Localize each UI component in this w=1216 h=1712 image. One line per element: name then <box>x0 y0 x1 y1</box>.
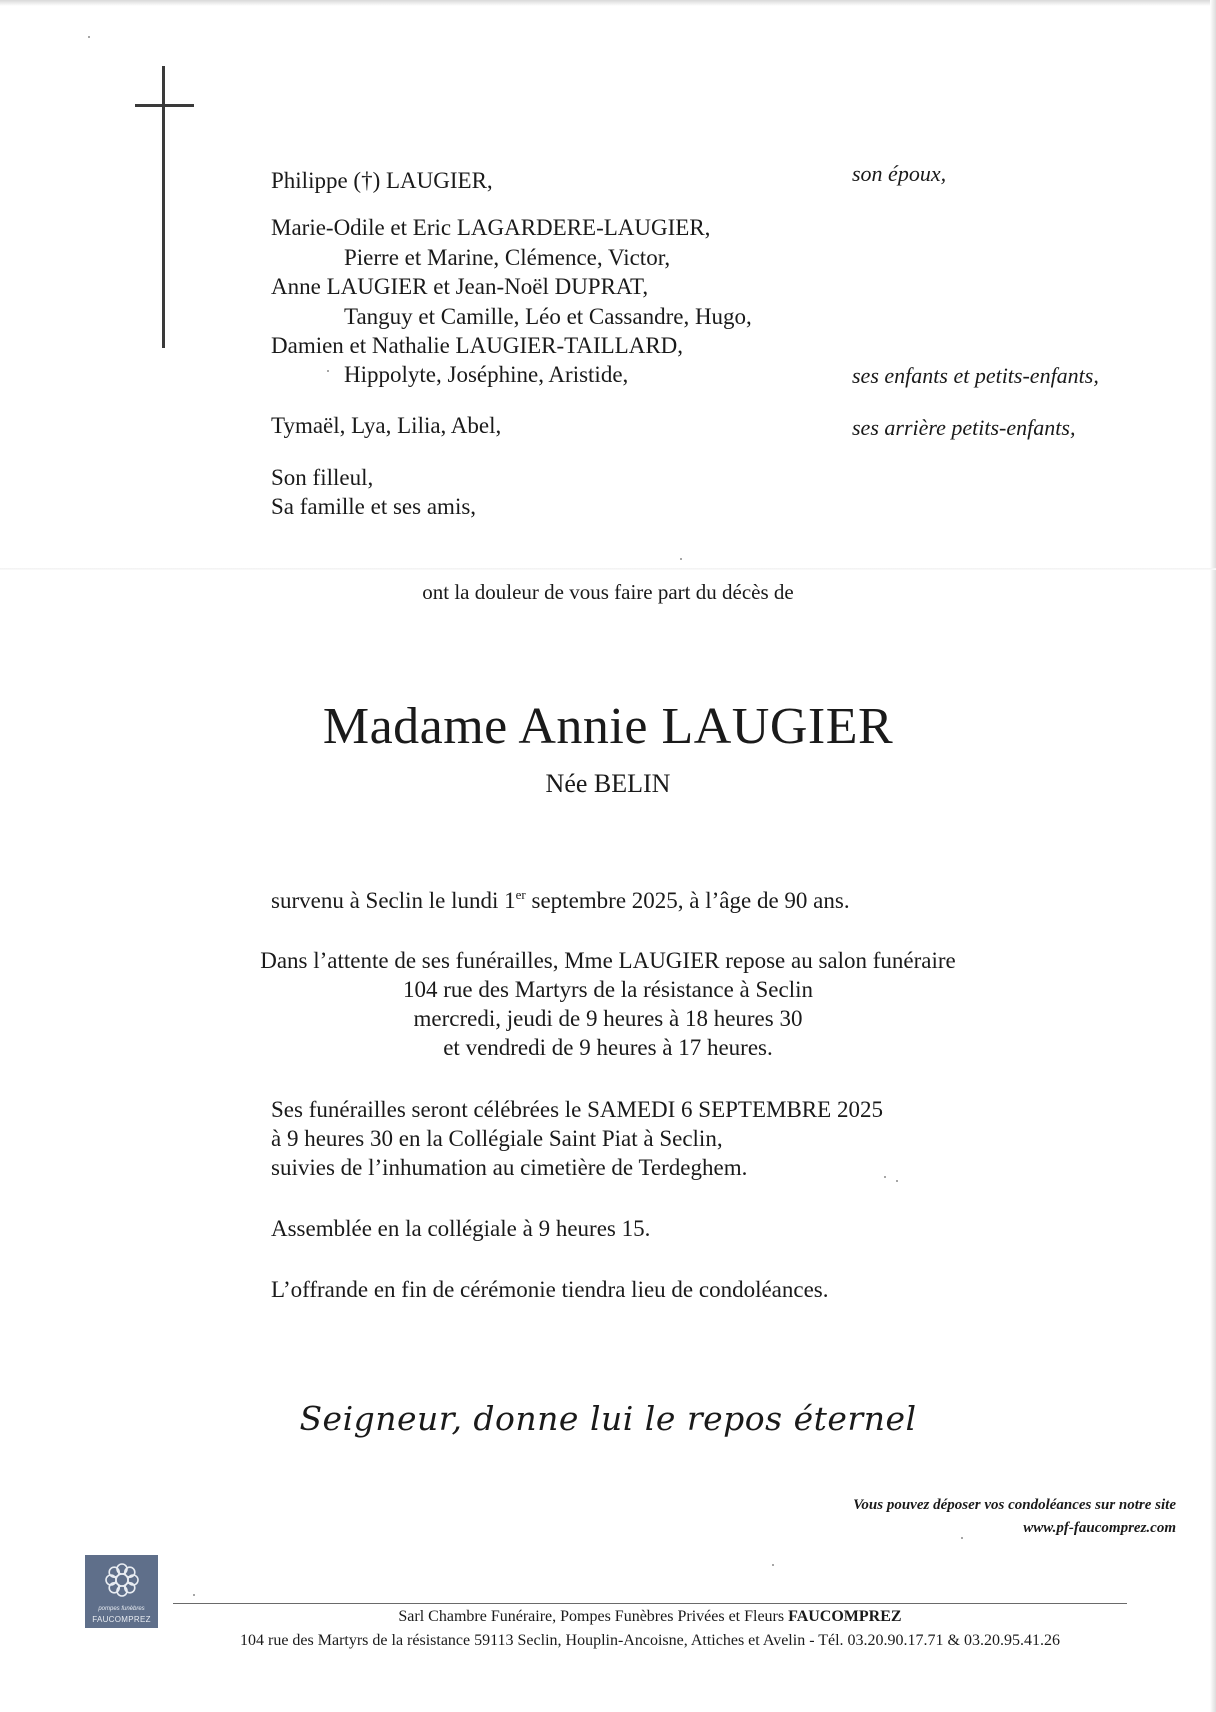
death-details-suffix: septembre 2025, à l’âge de 90 ans. <box>525 888 850 913</box>
logo-brand: FAUCOMPREZ <box>92 1615 151 1624</box>
funeral-line: à 9 heures 30 en la Collégiale Saint Piat à Seclin, <box>271 1126 723 1151</box>
funeral-line: Ses funérailles seront célébrées le SAMEDI 6 SEPTEMBRE 2025 <box>271 1097 883 1122</box>
great-grandchildren-role: ses arrière petits-enfants, <box>852 415 1076 440</box>
scan-speck <box>884 1176 886 1178</box>
viewing-address: 104 rue des Martyrs de la résistance à Seclin <box>402 977 814 1002</box>
announcement-text: ont la douleur de vous faire part du décès de <box>422 580 794 604</box>
viewing-hours: mercredi, jeudi de 9 heures à 18 heures 30 <box>413 1006 803 1031</box>
viewing-line: Dans l’attente de ses funérailles, Mme LAUGIER repose au salon funéraire <box>260 948 956 973</box>
rosette-icon <box>102 1560 142 1600</box>
scan-edge-right <box>1210 0 1216 1712</box>
godson-line: Son filleul, <box>271 465 374 490</box>
condolences-website: www.pf-faucomprez.com <box>1023 1520 1176 1536</box>
scan-speck <box>88 36 90 38</box>
maiden-name: Née BELIN <box>545 769 671 798</box>
scan-speck <box>961 1537 963 1539</box>
cross-vertical-bar <box>162 66 165 348</box>
death-details-prefix: survenu à Seclin le lundi 1 <box>271 888 516 913</box>
spouse-name: Philippe (†) LAUGIER, <box>271 168 493 193</box>
child-line: Marie-Odile et Eric LAGARDERE-LAUGIER, <box>271 215 711 240</box>
scan-speck <box>327 370 329 372</box>
burial-line: suivies de l’inhumation au cimetière de Terdeghem. <box>271 1155 748 1180</box>
grandchildren-line: Tanguy et Camille, Léo et Cassandre, Hugo, <box>344 304 752 329</box>
footer-company-brand: FAUCOMPREZ <box>788 1608 902 1625</box>
death-details <box>271 886 850 915</box>
grandchildren-line: Hippolyte, Joséphine, Aristide, <box>344 362 629 387</box>
child-line: Damien et Nathalie LAUGIER-TAILLARD, <box>271 333 684 358</box>
scan-edge-top <box>0 0 1216 6</box>
scan-speck <box>896 1180 898 1182</box>
grandchildren-line: Pierre et Marine, Clémence, Victor, <box>344 245 671 270</box>
prayer-text: Seigneur, donne lui le repos éternel <box>299 1399 917 1438</box>
death-day-ordinal: er <box>515 887 526 902</box>
footer-address-line: 104 rue des Martyrs de la résistance 59113 Seclin, Houplin-Ancoisne, Attiches et Avelin - Tél. 03.20.90.17.71 & 03.20.95.41.26 <box>239 1632 1060 1649</box>
condolences-note: Vous pouvez déposer vos condoléances sur notre site <box>853 1497 1176 1513</box>
logo-subtitle: pompes funèbres <box>98 1606 145 1612</box>
great-grandchildren-names: Tymaël, Lya, Lilia, Abel, <box>271 413 502 438</box>
assembly-line: Assemblée en la collégiale à 9 heures 15. <box>271 1216 651 1241</box>
scan-speck <box>772 1564 774 1566</box>
scan-speck <box>680 558 682 560</box>
cross-horizontal-bar <box>135 104 194 107</box>
offering-line: L’offrande en fin de cérémonie tiendra lieu de condoléances. <box>271 1277 829 1302</box>
paper-fold-line <box>0 568 1216 570</box>
family-friends-line: Sa famille et ses amis, <box>271 494 477 519</box>
faucomprez-logo <box>85 1555 158 1628</box>
spouse-role: son époux, <box>852 161 947 186</box>
deceased-name: Madame Annie LAUGIER <box>322 698 894 755</box>
viewing-hours: et vendredi de 9 heures à 17 heures. <box>443 1035 773 1060</box>
footer-company-prefix: Sarl Chambre Funéraire, Pompes Funèbres Privées et Fleurs <box>398 1608 789 1625</box>
scan-speck <box>193 1594 195 1596</box>
footer-company-line <box>173 1606 1127 1628</box>
child-line: Anne LAUGIER et Jean-Noël DUPRAT, <box>271 274 649 299</box>
children-role: ses enfants et petits-enfants, <box>852 363 1099 388</box>
footer-divider <box>173 1603 1127 1604</box>
